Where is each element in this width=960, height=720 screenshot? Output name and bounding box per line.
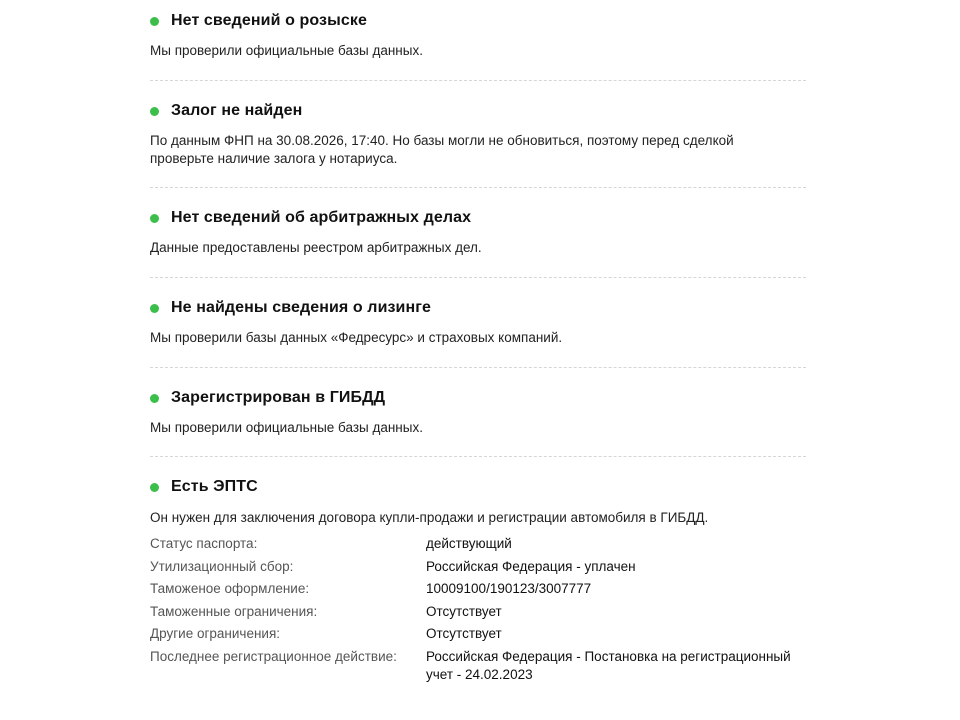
status-ok-icon [150, 394, 159, 403]
check-title: Зарегистрирован в ГИБДД [171, 389, 386, 406]
status-ok-icon [150, 304, 159, 313]
detail-value: 10009100/190123/3007777 [426, 581, 592, 596]
check-header [150, 206, 806, 230]
check-arbitration [150, 188, 806, 278]
detail-label: Последнее регистрационное действие: [150, 648, 397, 664]
vehicle-check-report [150, 0, 806, 684]
check-gibdd-registration [150, 368, 806, 457]
check-title: Залог не найден [171, 102, 303, 119]
check-description: Мы проверили базы данных «Федресурс» и страховых компаний. [150, 330, 563, 345]
check-pledge [150, 81, 806, 188]
check-leasing [150, 278, 806, 368]
epts-detail-row [150, 556, 806, 579]
detail-label: Утилизационный сбор: [150, 558, 294, 574]
check-description: Данные предоставлены реестром арбитражных дел. [150, 240, 482, 255]
epts-detail-row [150, 623, 806, 646]
check-header [150, 9, 806, 33]
check-title: Нет сведений о розыске [171, 12, 367, 29]
check-header [150, 99, 806, 123]
check-wanted [150, 0, 806, 81]
check-header [150, 475, 806, 499]
check-title: Нет сведений об арбитражных делах [171, 209, 472, 226]
check-description: Он нужен для заключения договора купли-продажи и регистрации автомобиля в ГИБДД. [150, 510, 709, 525]
status-ok-icon [150, 214, 159, 223]
epts-detail-row [150, 533, 806, 556]
check-title: Не найдены сведения о лизинге [171, 299, 432, 316]
epts-details [150, 533, 806, 684]
epts-detail-row [150, 601, 806, 624]
status-ok-icon [150, 17, 159, 26]
check-header [150, 296, 806, 320]
detail-value: действующий [426, 536, 512, 551]
check-title: Есть ЭПТС [171, 478, 258, 495]
check-description: Мы проверили официальные базы данных. [150, 43, 423, 58]
check-header [150, 386, 806, 410]
status-ok-icon [150, 483, 159, 492]
epts-detail-row [150, 578, 806, 601]
check-description: Мы проверили официальные базы данных. [150, 420, 423, 435]
detail-value: Отсутствует [426, 603, 502, 619]
check-epts [150, 457, 806, 684]
epts-detail-row [150, 646, 806, 684]
detail-label: Таможеное оформление: [150, 581, 310, 596]
check-description: По данным ФНП на 30.08.2026, 17:40. Но базы могли не обновиться, поэтому перед сделкой проверьте наличие залога у нотариуса. [150, 133, 734, 166]
detail-value: Российская Федерация - Постановка на регистрационный учет - 24.02.2023 [426, 648, 791, 682]
status-ok-icon [150, 107, 159, 116]
detail-label: Таможенные ограничения: [150, 603, 318, 619]
detail-label: Другие ограничения: [150, 626, 281, 641]
detail-label: Статус паспорта: [150, 536, 258, 551]
detail-value: Российская Федерация - уплачен [426, 558, 636, 574]
detail-value: Отсутствует [426, 626, 502, 641]
